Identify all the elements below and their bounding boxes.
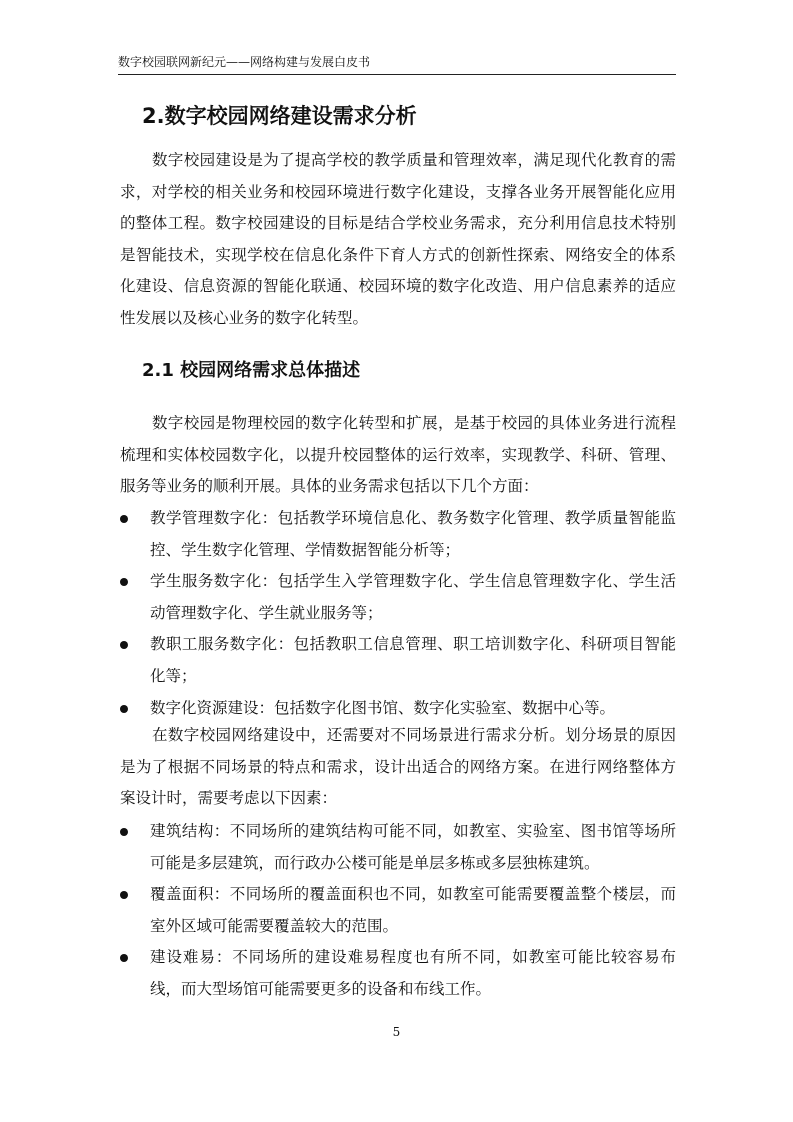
bullet-icon bbox=[120, 828, 128, 836]
running-header: 数字校园联网新纪元——网络构建与发展白皮书 bbox=[118, 54, 676, 75]
section-2-1-paragraph-1: 数字校园是物理校园的数字化转型和扩展，是基于校园的具体业务进行流程梳理和实体校园数字化，以提升校园整体的运行效率，实现教学、科研、管理、服务等业务的顺利开展。具体的业务需求包括以下几个方面： bbox=[120, 414, 676, 496]
section-2-paragraph: 数字校园建设是为了提高学校的教学质量和管理效率，满足现代化教育的需求，对学校的相关业务和校园环境进行数字化建设，支撑各业务开展智能化应用的整体工程。数字校园建设的目标是结合学校业务需求，充分利用信息技术特别是智能技术，实现学校在信息化条件下育人方式的创新性探索、网络安全的体系化建设、信息资源的智能化联通、校园环境的数字化改造、用户信息素养的适应性发展以及核心业务的数字化转型。 bbox=[120, 151, 676, 327]
list-item: 数字化资源建设：包括数字化图书馆、数字化实验室、数据中心等。 bbox=[120, 693, 676, 725]
business-needs-list bbox=[120, 503, 676, 724]
bullet-icon bbox=[120, 578, 128, 586]
bullet-icon bbox=[120, 641, 128, 649]
bullet-icon bbox=[120, 954, 128, 962]
list-item: 建设难易：不同场所的建设难易程度也有所不同，如教室可能比较容易布线，而大型场馆可能需要更多的设备和布线工作。 bbox=[120, 942, 676, 1005]
section-2-1-paragraph-2: 在数字校园网络建设中，还需要对不同场景进行需求分析。划分场景的原因是为了根据不同场景的特点和需求，设计出适合的网络方案。在进行网络整体方案设计时，需要考虑以下因素： bbox=[120, 726, 676, 808]
section-heading-2: 2.数字校园网络建设需求分析 bbox=[142, 104, 417, 128]
section-heading-2-1: 2.1 校园网络需求总体描述 bbox=[142, 360, 361, 381]
list-item: 教职工服务数字化：包括教职工信息管理、职工培训数字化、科研项目智能化等； bbox=[120, 629, 676, 692]
bullet-icon bbox=[120, 891, 128, 899]
page-number: 5 bbox=[392, 1025, 401, 1039]
list-item: 学生服务数字化：包括学生入学管理数字化、学生信息管理数字化、学生活动管理数字化、学生就业服务等； bbox=[120, 566, 676, 629]
list-item: 覆盖面积：不同场所的覆盖面积也不同，如教室可能需要覆盖整个楼层，而室外区域可能需要覆盖较大的范围。 bbox=[120, 879, 676, 942]
bullet-icon bbox=[120, 515, 128, 523]
scene-factors-list bbox=[120, 816, 676, 1006]
list-item: 教学管理数字化：包括教学环境信息化、教务数字化管理、教学质量智能监控、学生数字化管理、学情数据智能分析等； bbox=[120, 503, 676, 566]
list-item: 建筑结构：不同场所的建筑结构可能不同，如教室、实验室、图书馆等场所可能是多层建筑，而行政办公楼可能是单层多栋或多层独栋建筑。 bbox=[120, 816, 676, 879]
bullet-icon bbox=[120, 705, 128, 713]
